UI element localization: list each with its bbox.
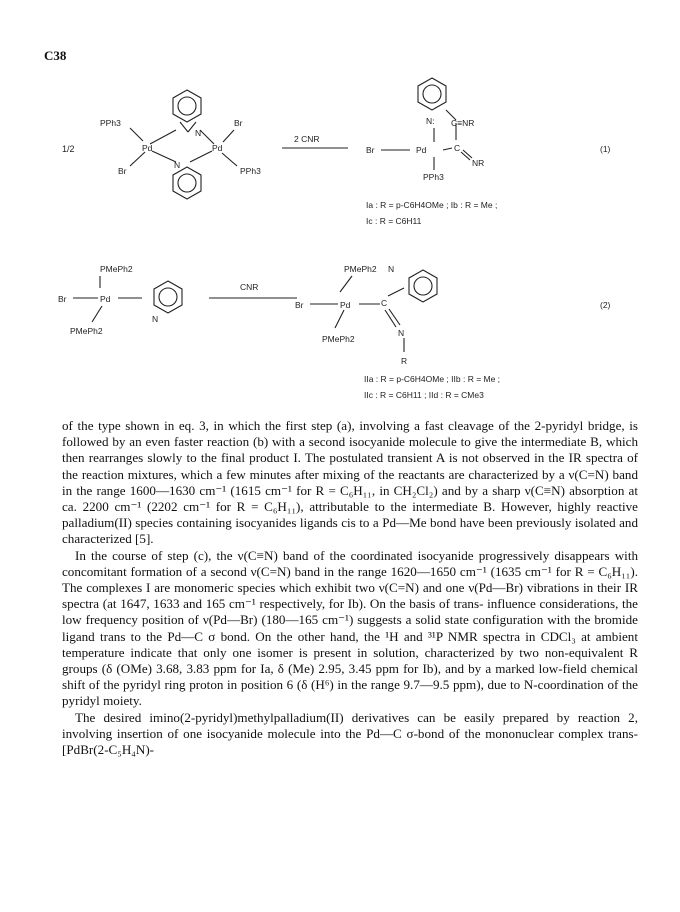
- scheme2-pyridyl-ring-circle: [159, 288, 177, 306]
- product1-pyridyl-ring-circle: [423, 85, 441, 103]
- scheme2-product-r: R: [401, 356, 408, 366]
- reaction-schemes: [0, 0, 680, 412]
- scheme2-reagent: CNR: [240, 282, 259, 292]
- scheme1-ligand-top-left: PPh3: [100, 118, 121, 128]
- scheme2-product-n-ring: N: [388, 264, 395, 274]
- scheme1-legend-line2: Ic : R = C6H11: [366, 216, 422, 226]
- scheme2-legend-line2: IIc : R = C6H11 ; IId : R = CMe3: [364, 390, 484, 400]
- scheme2-br: Br: [58, 294, 67, 304]
- scheme2-legend-line1: IIa : R = p-C6H4OMe ; IIb : R = Me ;: [364, 374, 501, 384]
- product2-pyridyl-ring: [409, 270, 437, 302]
- scheme2-product-ligand-top: PMePh2: [344, 264, 377, 274]
- scheme1-ligand-bottom-right: PPh3: [240, 166, 261, 176]
- page-number: C38: [44, 48, 67, 63]
- scheme1-pd-right: Pd: [212, 143, 223, 153]
- lower-pyridyl-ring: [173, 167, 201, 199]
- scheme1-product-br: Br: [366, 145, 375, 155]
- paragraph-1: of the type shown in eq. 3, in which the first step (a), involving a fast cleavage of the 2-pyridyl bridge, is followed by an even faster reaction (b) with a second isocyanide molecule to give the intermediate B, which then rearranges slowly to the final product I. The postulated transient A is not observed in the IR spectra of the reaction mixtures, which a few minutes after mixing of the reactants are characterized by a ν(C=N) band in the range 1600—1630 cm⁻¹ (1615 cm⁻¹ for R = C₆H₁₁, in CH₂Cl₂) and by a sharp ν(C≡N) absorption at ca. 2200 cm⁻¹ (2202 cm⁻¹ for R = C₆H₁₁), attributable to the intermediate B. However, highly reactive palladium(II) species containing isocyanides ligands cis to a Pd—Me bond have been previously isolated and characterized [5].: [62, 418, 638, 547]
- scheme1-product-n: N:: [426, 116, 435, 126]
- upper-pyridyl-ring: [173, 90, 201, 122]
- scheme1-product-cnr: C≡NR: [451, 118, 475, 128]
- scheme2-ligand-bottom: PMePh2: [70, 326, 103, 336]
- scheme1-product-pph3: PPh3: [423, 172, 444, 182]
- scheme1-product-c: C: [454, 143, 461, 153]
- scheme2-product-ligand-bottom: PMePh2: [322, 334, 355, 344]
- scheme2-pd: Pd: [100, 294, 111, 304]
- article-body: [62, 418, 638, 758]
- scheme1-br-top-right: Br: [234, 118, 243, 128]
- scheme1-reagent: 2 CNR: [294, 134, 320, 144]
- scheme1-product-nr: NR: [472, 158, 485, 168]
- scheme1-product-pd: Pd: [416, 145, 427, 155]
- scheme1-legend-line1: Ia : R = p-C6H4OMe ; Ib : R = Me ;: [366, 200, 498, 210]
- scheme1-n-top: N: [195, 128, 202, 138]
- product2-pyridyl-ring-circle: [414, 277, 432, 295]
- scheme2-product-n: N: [398, 328, 405, 338]
- scheme2-product-pd: Pd: [340, 300, 351, 310]
- product1-pyridyl-ring: [418, 78, 446, 110]
- paragraph-3: The desired imino(2-pyridyl)methylpalladium(II) derivatives can be easily prepared by reaction 2, involving insertion of one isocyanide molecule into the Pd—C σ-bond of the mononuclear complex trans-[PdBr(2-C₅H₄N)-: [62, 709, 638, 758]
- scheme2-ligand-top: PMePh2: [100, 264, 133, 274]
- scheme1-br-bottom-left: Br: [118, 166, 127, 176]
- scheme2-equation-label: (2): [600, 300, 611, 310]
- upper-pyridyl-ring-circle: [178, 97, 196, 115]
- scheme1-coefficient: 1/2: [62, 144, 75, 154]
- scheme2-n-ring: N: [152, 314, 159, 324]
- paragraph-2: In the course of step (c), the ν(C≡N) band of the coordinated isocyanide progressively disappears with concomitant formation of a second ν(C=N) band in the range 1620—1650 cm⁻¹ (1635 cm⁻¹ for R = C₆H₁₁). The complexes I are monomeric species which exhibit two ν(C=N) and one ν(Pd—Br) vibrations in their IR spectra (at 1647, 1633 and 165 cm⁻¹ respectively, for Ib). On the basis of trans- influence considerations, the low frequency position of ν(Pd—Br) (180—165 cm⁻¹) suggests a solid state configuration with the bromide ligand trans to the Pd—C σ bond. On the other hand, the ¹H and ³¹P NMR spectra in CDCl₃ at ambient temperature indicate that only one isomer is present in solution, characterized by two non-equivalent R groups (δ (OMe) 3.68, 3.83 ppm for Ia, δ (Me) 2.95, 3.45 ppm for Ib), and by a marked low-field chemical shift of the pyridyl ring proton in position 6 (δ (H⁶) in the range 9.7—9.5 ppm), due to N-coordination of the pyridyl moiety.: [62, 547, 638, 709]
- scheme2-pyridyl-ring: [154, 281, 182, 313]
- scheme1-n-bottom: N: [174, 160, 181, 170]
- scheme2-product-c: C: [381, 298, 388, 308]
- scheme2-product-br: Br: [295, 300, 304, 310]
- scheme1-pd-left: Pd: [142, 143, 153, 153]
- scheme1-equation-label: (1): [600, 144, 611, 154]
- lower-pyridyl-ring-circle: [178, 174, 196, 192]
